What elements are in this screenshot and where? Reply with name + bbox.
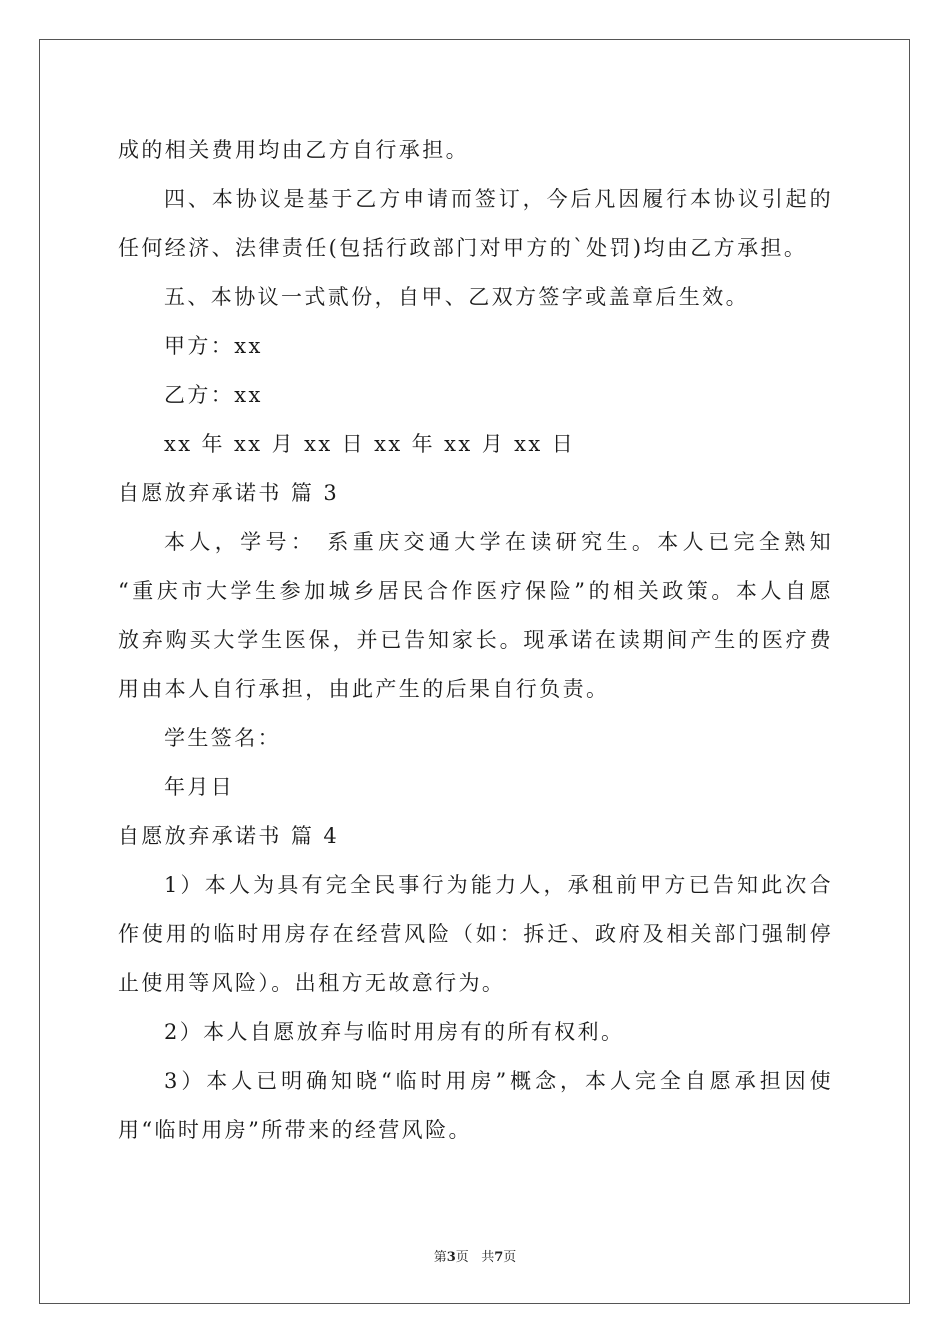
page-prefix: 第 (433, 1250, 447, 1265)
text-line: 2）本人自愿放弃与临时用房有的所有权利。 (164, 1020, 625, 1044)
document-body (118, 126, 833, 1155)
text-line: 任何经济、法律责任(包括行政部门对甲方的`处罚)均由乙方承担。 (118, 236, 808, 260)
text-line: 学生签名： (164, 726, 281, 750)
text-line: 自愿放弃承诺书 篇 3 (118, 481, 340, 505)
text-line: 自愿放弃承诺书 篇 4 (118, 824, 340, 848)
text-line: 作使用的临时用房存在经营风险（如：拆迁、政府及相关部门强制停 (118, 922, 833, 946)
text-line: 四、本协议是基于乙方申请而签订，今后凡因履行本协议引起的 (164, 187, 833, 211)
total-prefix: 共 (481, 1250, 495, 1265)
page-suffix: 页 (455, 1250, 469, 1265)
total-suffix: 页 (503, 1250, 517, 1265)
current-page-number: 3 (446, 1250, 456, 1265)
text-line: 五、本协议一式贰份，自甲、乙双方签字或盖章后生效。 (164, 285, 749, 309)
page-footer (0, 1246, 950, 1265)
total-page-number: 7 (494, 1250, 504, 1265)
text-line: 3）本人已明确知晓“临时用房”概念，本人完全自愿承担因使 (164, 1069, 833, 1093)
text-line: 用“临时用房”所带来的经营风险。 (118, 1118, 472, 1142)
text-line: 本人，学号： 系重庆交通大学在读研究生。本人已完全熟知 (164, 530, 833, 554)
text-line: “重庆市大学生参加城乡居民合作医疗保险”的相关政策。本人自愿 (118, 579, 833, 603)
text-line: 1）本人为具有完全民事行为能力人，承租前甲方已告知此次合 (164, 873, 833, 897)
text-line: 用由本人自行承担，由此产生的后果自行负责。 (118, 677, 610, 701)
text-line: 放弃购买大学生医保，并已告知家长。现承诺在读期间产生的医疗费 (118, 628, 833, 652)
text-line: 年月日 (164, 775, 235, 799)
text-line: 甲方：xx (164, 334, 263, 358)
text-line: 乙方：xx (164, 383, 263, 407)
text-line: 成的相关费用均由乙方自行承担。 (118, 138, 469, 162)
text-line: xx 年 xx 月 xx 日 xx 年 xx 月 xx 日 (164, 432, 576, 456)
text-line: 止使用等风险）。出租方无故意行为。 (118, 971, 506, 995)
